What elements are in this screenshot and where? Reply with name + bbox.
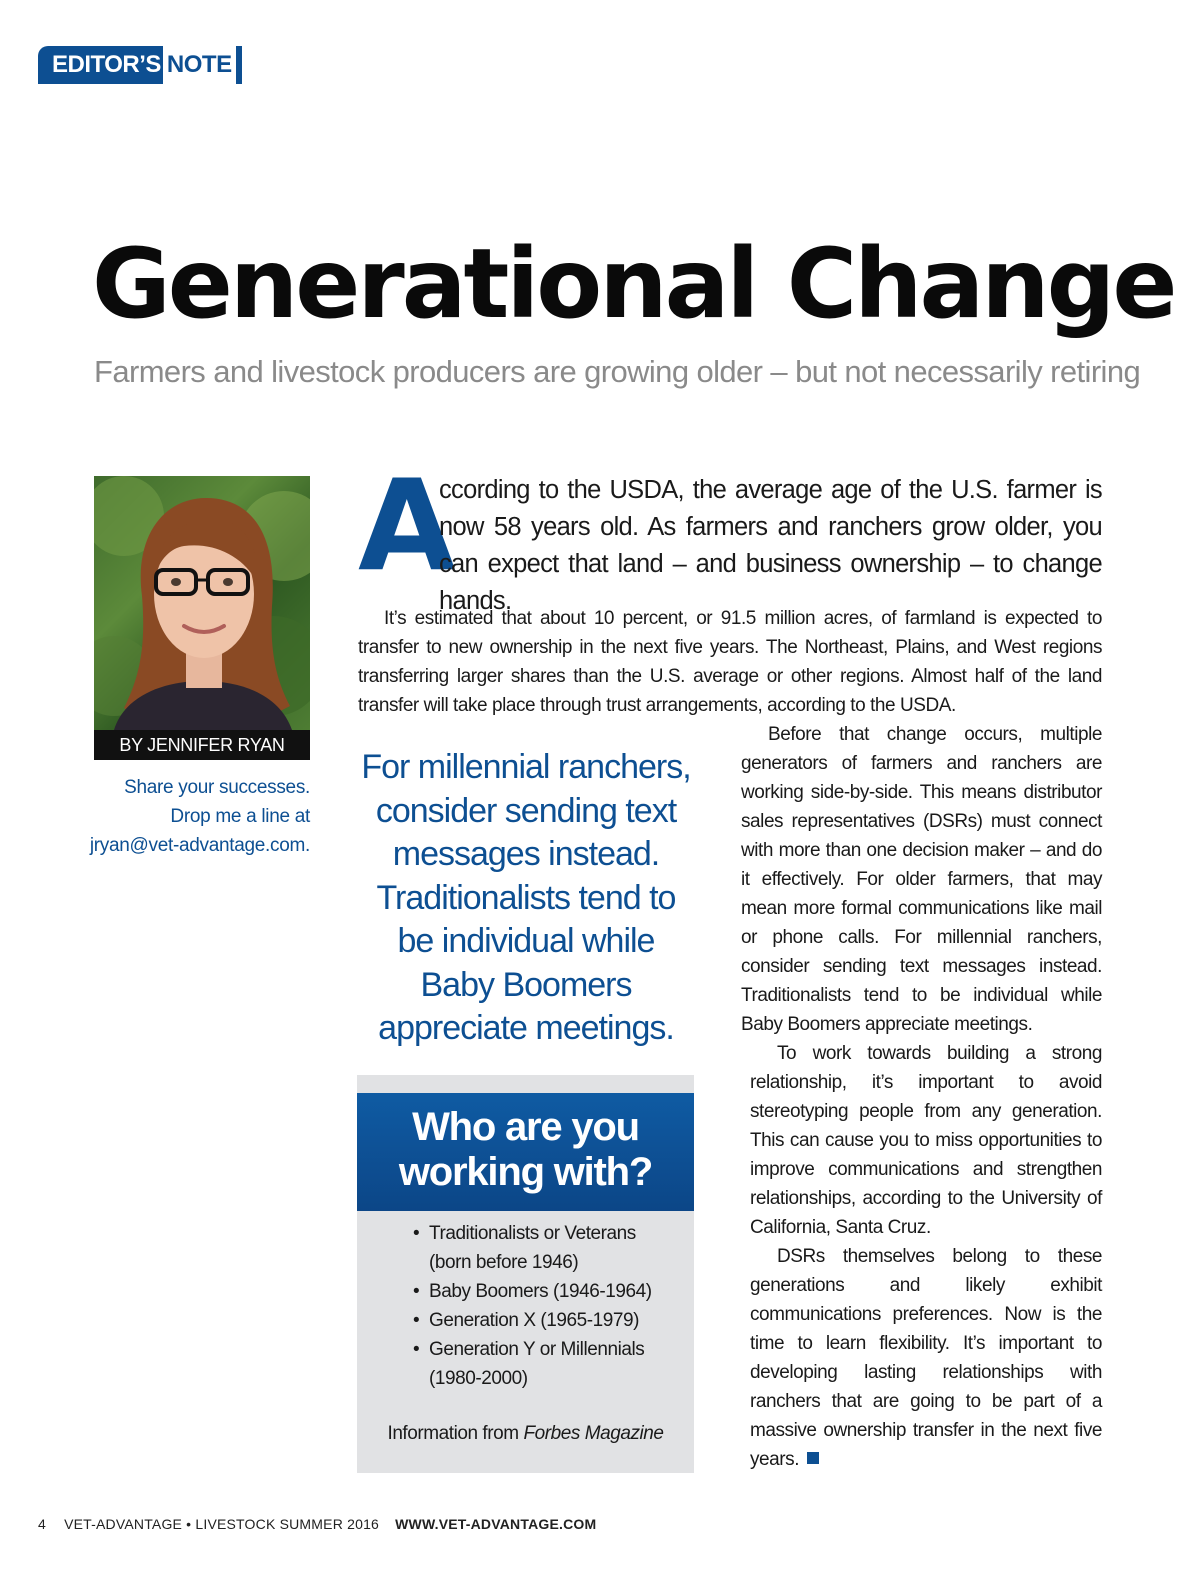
lede <box>358 452 1102 615</box>
sidebar-title-line: Who are you <box>412 1105 639 1149</box>
author-contact <box>60 773 310 860</box>
body-paragraph-1: It’s estimated that about 10 percent, or 91.5 million acres, of farmland is expected to transfer to new ownership in the next five years. The Northeast, Plains, and West regions transferring larger shares than the U.S. average or other regions. Almost half of the land transfer will take place through trust arrangements, according to the USDA. <box>358 608 1102 716</box>
sidebar-title <box>357 1093 694 1211</box>
sidebar-box <box>357 1075 694 1473</box>
share-line: Drop me a line at <box>170 806 310 827</box>
list-item <box>413 1219 683 1277</box>
pull-quote-line: consider sending text <box>375 791 677 830</box>
right-column <box>741 720 1102 1474</box>
headline: Generational Change <box>92 228 1175 340</box>
page-number: 4 <box>38 1516 46 1532</box>
generation-list <box>413 1219 683 1393</box>
body-paragraph-4-text: DSRs themselves belong to these generations and likely exhibit communications preferences. Now is the time to learn flexibility. It’s important to developing lasting relationships with ranchers that are going to be part of a massive ownership transfer in the next five years. <box>750 1246 1102 1470</box>
list-item-text: Generation Y or Millennials <box>429 1339 645 1360</box>
list-item-text: Traditionalists or Veterans <box>429 1223 636 1244</box>
pull-quote <box>358 746 694 1051</box>
lede-text: ccording to the USDA, the average age of the U.S. farmer is now 58 years old. As farmers and ranchers grow older, you can expect that land – and business ownership – to change hands. <box>439 476 1102 615</box>
list-item-text: Generation X (1965-1979) <box>429 1310 639 1331</box>
sidebar-credit-prefix: Information from <box>387 1423 524 1444</box>
drop-cap: A <box>358 452 452 599</box>
list-item <box>413 1306 683 1335</box>
pull-quote-line: Baby Boomers <box>420 965 632 1004</box>
body-paragraph-3: To work towards building a strong relationship, it’s important to avoid stereotyping people from any generation. This can cause you to miss opportunities to improve communications and strengthen relationships, according to the University of California, Santa Cruz. <box>750 1043 1102 1238</box>
list-item-subtext: (born before 1946) <box>429 1252 579 1273</box>
author-photo <box>94 476 310 730</box>
pull-quote-line: For millennial ranchers, <box>361 748 691 786</box>
website-link[interactable]: WWW.VET-ADVANTAGE.COM <box>395 1516 597 1532</box>
page-footer <box>38 1516 596 1532</box>
end-mark-icon <box>807 1452 819 1464</box>
section-tag <box>38 46 242 84</box>
list-item-subtext: (1980-2000) <box>429 1368 528 1389</box>
pull-quote-line: messages instead. <box>392 835 660 873</box>
pull-quote-line: appreciate meetings. <box>378 1009 674 1047</box>
section-tag-part1: EDITOR’S <box>52 51 161 78</box>
pull-quote-line: be individual while <box>397 922 655 960</box>
author-email-link[interactable]: jryan@vet-advantage.com. <box>89 835 310 856</box>
publication-name: VET-ADVANTAGE • LIVESTOCK SUMMER 2016 <box>64 1516 380 1532</box>
body-paragraph-4 <box>750 1242 1102 1474</box>
section-tag-part2: NOTE <box>163 46 236 84</box>
body-paragraph-2: Before that change occurs, multiple generators of farmers and ranchers are working side-by-side. This means distributor sales representatives (DSRs) must connect with more than one decision maker – and do it effectively. For older farmers, that may mean more formal communications like mail or phone calls. For millennial ranchers, consider sending text messages instead. Traditionalists tend to be individual while Baby Boomers appreciate meetings. <box>741 724 1102 1035</box>
sidebar-credit <box>357 1423 694 1445</box>
sidebar-credit-source: Forbes Magazine <box>523 1423 664 1444</box>
list-item <box>413 1277 683 1306</box>
subhead: Farmers and livestock producers are growing older – but not necessarily retiring <box>94 354 1141 389</box>
pull-quote-line: Traditionalists tend to <box>376 878 676 917</box>
sidebar-title-line: working with? <box>398 1150 653 1194</box>
author-byline: BY JENNIFER RYAN <box>94 730 310 760</box>
list-item <box>413 1335 683 1393</box>
author-portrait-image <box>94 476 310 730</box>
share-line: Share your successes. <box>124 777 310 798</box>
list-item-text: Baby Boomers (1946-1964) <box>429 1281 652 1302</box>
